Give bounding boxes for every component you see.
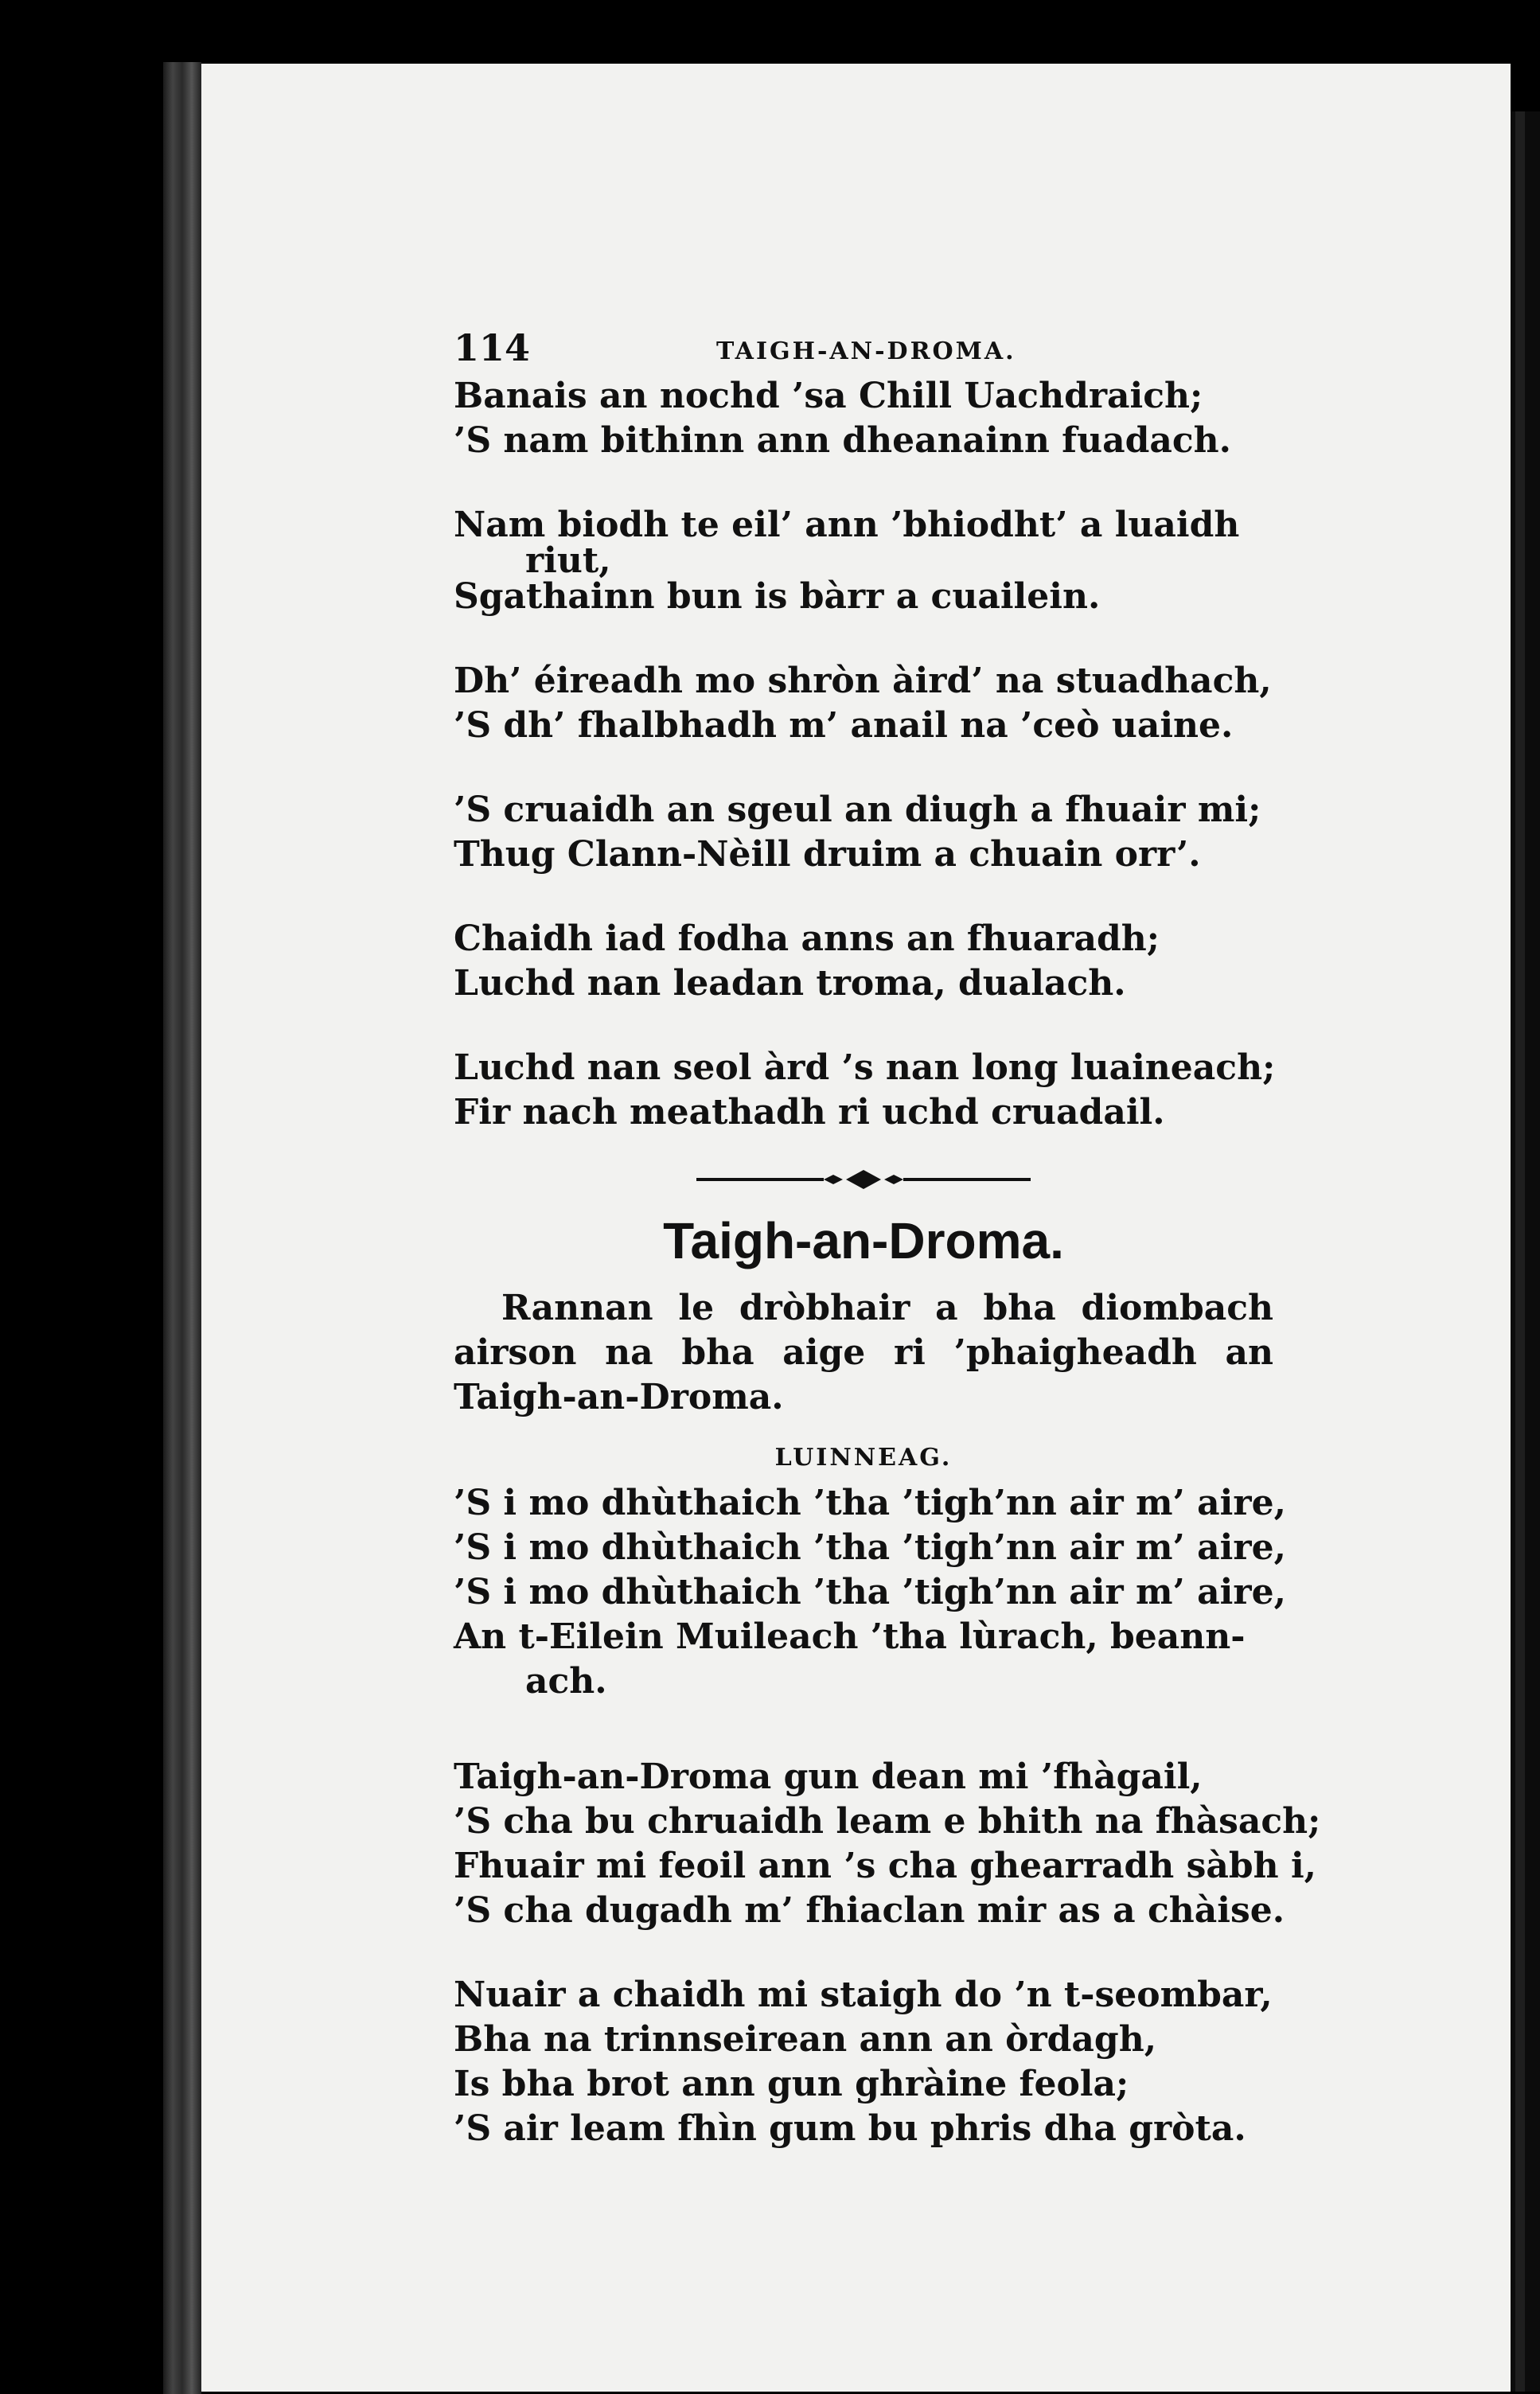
verse-line: ’S cruaidh an sgeul an diugh a fhuair mi;: [454, 790, 1261, 830]
stanza: [454, 659, 1273, 748]
page-number: 114: [454, 326, 531, 369]
stanza: [454, 503, 1273, 619]
page-edge-line: [1515, 111, 1525, 2392]
verse-line: Nuair a chaidh mi staigh do ’n t-seombar,: [454, 1975, 1273, 2015]
verse-line: ’S air leam fhìn gum bu phris dha gròta.: [454, 2108, 1246, 2149]
ornament-divider: [454, 1170, 1273, 1189]
page-content: [454, 326, 1321, 2151]
verse: [454, 1973, 1273, 2151]
chorus-line: An t-Eilein Muileach ’tha lùrach, beann-: [454, 1616, 1246, 1657]
verse-line: ’S nam bithinn ann dheanainn fuadach.: [454, 420, 1231, 461]
verse-line: Fhuair mi feoil ann ’s cha ghearradh sàbh i,: [454, 1846, 1316, 1886]
chorus-heading: LUINNEAG.: [774, 1444, 953, 1472]
verse-line: Luchd nan seol àrd ’s nan long luaineach;: [454, 1047, 1276, 1088]
verse-line: ’S cha dugadh m’ fhiaclan mir as a chàise.: [454, 1890, 1285, 1931]
chorus: [454, 1481, 1286, 1704]
stanza: [454, 788, 1273, 877]
verse-line: Is bha brot ann gun ghràine feola;: [454, 2064, 1129, 2104]
chorus-line: ’S i mo dhùthaich ’tha ’tigh’nn air m’ aire,: [454, 1527, 1286, 1568]
verse-line: Taigh-an-Droma gun dean mi ’fhàgail,: [454, 1757, 1203, 1797]
stanza: [454, 917, 1273, 1006]
book-binding: [163, 62, 201, 2394]
verse-line: Thug Clann-Nèill druim a chuain orr’.: [454, 834, 1201, 875]
verse-line: Chaidh iad fodha anns an fhuaradh;: [454, 918, 1160, 959]
chorus-line: ’S i mo dhùthaich ’tha ’tigh’nn air m’ aire,: [454, 1483, 1286, 1523]
verse-line: Bha na trinnseirean ann an òrdagh,: [454, 2019, 1157, 2060]
verse-line: Fir nach meathadh ri uchd cruadail.: [454, 1092, 1165, 1133]
verse-line: ’S dh’ fhalbhadh m’ anail na ’ceò uaine.: [454, 705, 1234, 746]
verse-line: Nam biodh te eil’ ann ’bhiodht’ a luaidh: [454, 505, 1240, 545]
intro-line: airson na bha aige ri ’phaigheadh an: [454, 1332, 1273, 1373]
chorus-line-continuation: ach.: [525, 1661, 607, 1702]
song-title: Taigh-an-Droma.: [663, 1212, 1064, 1269]
verse-line-continuation: riut,: [525, 540, 611, 581]
verse-line: Sgathainn bun is bàrr a cuailein.: [454, 576, 1101, 617]
verse-line: Dh’ éireadh mo shròn àird’ na stuadhach,: [454, 661, 1272, 701]
verse-line: ’S cha bu chruaidh leam e bhith na fhàsach;: [454, 1801, 1321, 1842]
stanza: [454, 374, 1273, 463]
verse-line: Luchd nan leadan troma, dualach.: [454, 963, 1126, 1004]
page-header: [454, 326, 1273, 374]
intro-line: Taigh-an-Droma.: [454, 1377, 784, 1417]
verse: [454, 1755, 1321, 1933]
verse-line: Banais an nochd ’sa Chill Uachdraich;: [454, 376, 1203, 416]
intro-line: Rannan le dròbhair a bha diombach: [501, 1288, 1273, 1328]
chorus-line: ’S i mo dhùthaich ’tha ’tigh’nn air m’ aire,: [454, 1572, 1286, 1612]
stanza: [454, 1046, 1276, 1135]
song-intro: [454, 1286, 1273, 1420]
running-head: TAIGH-AN-DROMA.: [716, 337, 1016, 365]
